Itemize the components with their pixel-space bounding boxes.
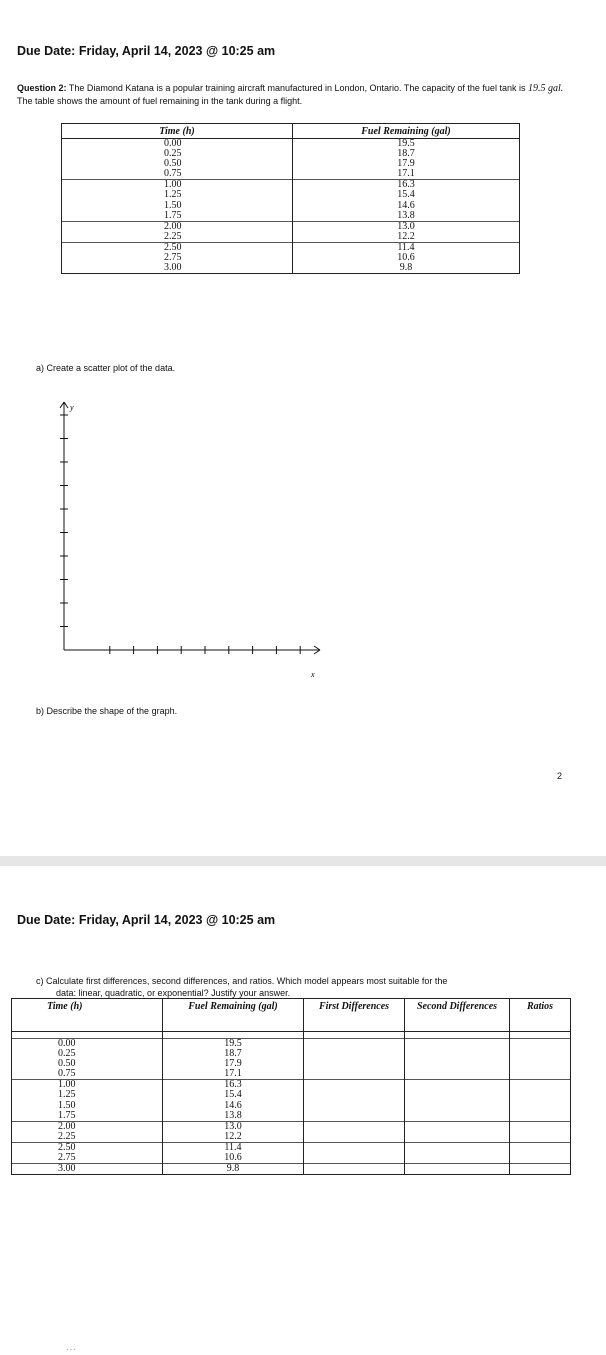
part-c-prompt [36, 975, 576, 999]
header-fuel-2: Fuel Remaining (gal) [163, 999, 304, 1032]
second-difference-cell[interactable] [405, 1059, 510, 1069]
spacer-row [12, 1032, 571, 1039]
ratio-cell[interactable] [510, 1039, 571, 1050]
first-difference-cell[interactable] [304, 1101, 405, 1111]
second-difference-cell[interactable] [405, 1049, 510, 1059]
time-cell: 1.00 [12, 1080, 163, 1091]
fuel-cell: 17.9 [163, 1059, 304, 1069]
fuel-cell: 18.7 [293, 149, 520, 159]
time-cell: 3.00 [12, 1164, 163, 1175]
fuel-cell: 17.1 [163, 1069, 304, 1080]
second-difference-cell[interactable] [405, 1039, 510, 1050]
time-cell: 1.75 [62, 211, 293, 222]
due-date-heading-2: Due Date: Friday, April 14, 2023 @ 10:25 am [17, 913, 276, 927]
blank-scatter-grid [52, 396, 342, 686]
header-time: Time (h) [62, 124, 293, 139]
second-difference-cell[interactable] [405, 1111, 510, 1122]
time-cell: 2.75 [12, 1153, 163, 1164]
differences-table [11, 998, 571, 1175]
fuel-cell: 13.0 [163, 1121, 304, 1132]
first-difference-cell[interactable] [304, 1090, 405, 1100]
fuel-cell: 9.8 [293, 263, 520, 274]
table-row [62, 232, 520, 243]
question-text-part-1: The Diamond Katana is a popular training aircraft manufactured in London, Ontario. The capacity of the fuel tank is [66, 83, 528, 93]
fuel-data-table [61, 123, 520, 274]
header-first-differences: First Differences [304, 999, 405, 1032]
second-difference-cell[interactable] [405, 1142, 510, 1153]
table-row [62, 149, 520, 159]
fuel-cell: 11.4 [163, 1142, 304, 1153]
fuel-cell: 15.4 [293, 190, 520, 200]
part-b-prompt: b) Describe the shape of the graph. [36, 706, 178, 716]
first-difference-cell[interactable] [304, 1153, 405, 1164]
cut-off-glyph: ··· [66, 1344, 76, 1355]
first-difference-cell[interactable] [304, 1049, 405, 1059]
table-row [62, 201, 520, 211]
spacer-cell [510, 1032, 571, 1039]
time-cell: 0.25 [12, 1049, 163, 1059]
fuel-cell: 19.5 [293, 139, 520, 150]
fuel-cell: 17.1 [293, 169, 520, 180]
spacer-cell [12, 1032, 163, 1039]
ratio-cell[interactable] [510, 1080, 571, 1091]
time-cell: 0.00 [62, 139, 293, 150]
table-row [12, 1164, 571, 1175]
second-difference-cell[interactable] [405, 1121, 510, 1132]
fuel-cell: 18.7 [163, 1049, 304, 1059]
time-cell: 0.75 [62, 169, 293, 180]
question-text-part-2: The table shows the amount of fuel remaining in the tank during a flight. [17, 96, 303, 106]
ratio-cell[interactable] [510, 1049, 571, 1059]
time-cell: 0.75 [12, 1069, 163, 1080]
table-row [62, 159, 520, 169]
first-difference-cell[interactable] [304, 1080, 405, 1091]
first-difference-cell[interactable] [304, 1111, 405, 1122]
time-cell: 1.50 [12, 1101, 163, 1111]
x-axis-arrow [314, 646, 320, 650]
header-time-2: Time (h) [12, 999, 163, 1032]
fuel-cell: 12.2 [163, 1132, 304, 1143]
table-row [12, 1111, 571, 1122]
time-cell: 0.00 [12, 1039, 163, 1050]
page-number: 2 [556, 771, 562, 781]
spacer-cell [405, 1032, 510, 1039]
fuel-cell: 9.8 [163, 1164, 304, 1175]
fuel-cell: 13.8 [163, 1111, 304, 1122]
first-difference-cell[interactable] [304, 1039, 405, 1050]
table-row [12, 1121, 571, 1132]
ratio-cell[interactable] [510, 1164, 571, 1175]
time-cell: 3.00 [62, 263, 293, 274]
second-difference-cell[interactable] [405, 1069, 510, 1080]
first-difference-cell[interactable] [304, 1121, 405, 1132]
table-row [62, 221, 520, 232]
fuel-cell: 16.3 [293, 180, 520, 191]
time-cell: 0.25 [62, 149, 293, 159]
table-row [62, 169, 520, 180]
y-axis-label: y [70, 403, 74, 412]
second-difference-cell[interactable] [405, 1153, 510, 1164]
time-cell: 1.00 [62, 180, 293, 191]
table-row [62, 253, 520, 263]
fuel-cell: 10.6 [163, 1153, 304, 1164]
fuel-cell: 14.6 [293, 201, 520, 211]
ratio-cell[interactable] [510, 1111, 571, 1122]
ratio-cell[interactable] [510, 1090, 571, 1100]
table-row [12, 1080, 571, 1091]
second-difference-cell[interactable] [405, 1132, 510, 1143]
question-text [17, 82, 577, 107]
time-cell: 2.50 [62, 242, 293, 253]
time-cell: 2.75 [62, 253, 293, 263]
y-axis-arrow [60, 402, 64, 408]
y-axis-arrow [64, 402, 68, 408]
header-second-differences: Second Differences [405, 999, 510, 1032]
ratio-cell[interactable] [510, 1101, 571, 1111]
time-cell: 2.25 [62, 232, 293, 243]
fuel-cell: 14.6 [163, 1101, 304, 1111]
table-row [62, 263, 520, 274]
table-row [12, 1069, 571, 1080]
table-row [12, 1132, 571, 1143]
time-cell: 1.50 [62, 201, 293, 211]
table-row [12, 1090, 571, 1100]
ratio-cell[interactable] [510, 1142, 571, 1153]
part-c-line-1: c) Calculate first differences, second differences, and ratios. Which model appears most suitable for the [36, 976, 448, 986]
second-difference-cell[interactable] [405, 1080, 510, 1091]
first-difference-cell[interactable] [304, 1069, 405, 1080]
time-cell: 2.00 [62, 221, 293, 232]
time-cell: 2.25 [12, 1132, 163, 1143]
table-row [62, 139, 520, 150]
first-difference-cell[interactable] [304, 1142, 405, 1153]
fuel-cell: 13.8 [293, 211, 520, 222]
page-separator [0, 856, 606, 866]
table-row [12, 1101, 571, 1111]
table-row [12, 1039, 571, 1050]
table-row [12, 1153, 571, 1164]
part-c-line-2: data: linear, quadratic, or exponential? Justify your answer. [56, 988, 291, 998]
first-difference-cell[interactable] [304, 1164, 405, 1175]
tank-capacity: 19.5 gal. [527, 83, 564, 94]
fuel-cell: 12.2 [293, 232, 520, 243]
question-label: Question 2: [17, 83, 67, 93]
ratio-cell[interactable] [510, 1121, 571, 1132]
fuel-cell: 19.5 [163, 1039, 304, 1050]
x-axis-label: x [311, 670, 315, 679]
table-row [62, 242, 520, 253]
table-row [62, 180, 520, 191]
first-difference-cell[interactable] [304, 1132, 405, 1143]
second-difference-cell[interactable] [405, 1164, 510, 1175]
ratio-cell[interactable] [510, 1153, 571, 1164]
time-cell: 1.25 [62, 190, 293, 200]
time-cell: 0.50 [12, 1059, 163, 1069]
time-cell: 1.75 [12, 1111, 163, 1122]
ratio-cell[interactable] [510, 1069, 571, 1080]
second-difference-cell[interactable] [405, 1101, 510, 1111]
fuel-cell: 13.0 [293, 221, 520, 232]
second-difference-cell[interactable] [405, 1090, 510, 1100]
fuel-cell: 15.4 [163, 1090, 304, 1100]
table-row [12, 1142, 571, 1153]
first-difference-cell[interactable] [304, 1059, 405, 1069]
time-cell: 1.25 [12, 1090, 163, 1100]
fuel-cell: 11.4 [293, 242, 520, 253]
fuel-cell: 17.9 [293, 159, 520, 169]
table-row [62, 211, 520, 222]
header-ratios: Ratios [510, 999, 571, 1032]
table-row [62, 190, 520, 200]
x-axis-arrow [314, 650, 320, 654]
fuel-cell: 16.3 [163, 1080, 304, 1091]
table-row [12, 1049, 571, 1059]
fuel-cell: 10.6 [293, 253, 520, 263]
time-cell: 2.00 [12, 1121, 163, 1132]
header-fuel: Fuel Remaining (gal) [293, 124, 520, 139]
table-row [12, 1059, 571, 1069]
spacer-cell [304, 1032, 405, 1039]
due-date-heading: Due Date: Friday, April 14, 2023 @ 10:25 am [17, 44, 276, 58]
ratio-cell[interactable] [510, 1132, 571, 1143]
time-cell: 0.50 [62, 159, 293, 169]
time-cell: 2.50 [12, 1142, 163, 1153]
part-a-prompt: a) Create a scatter plot of the data. [36, 363, 176, 373]
ratio-cell[interactable] [510, 1059, 571, 1069]
